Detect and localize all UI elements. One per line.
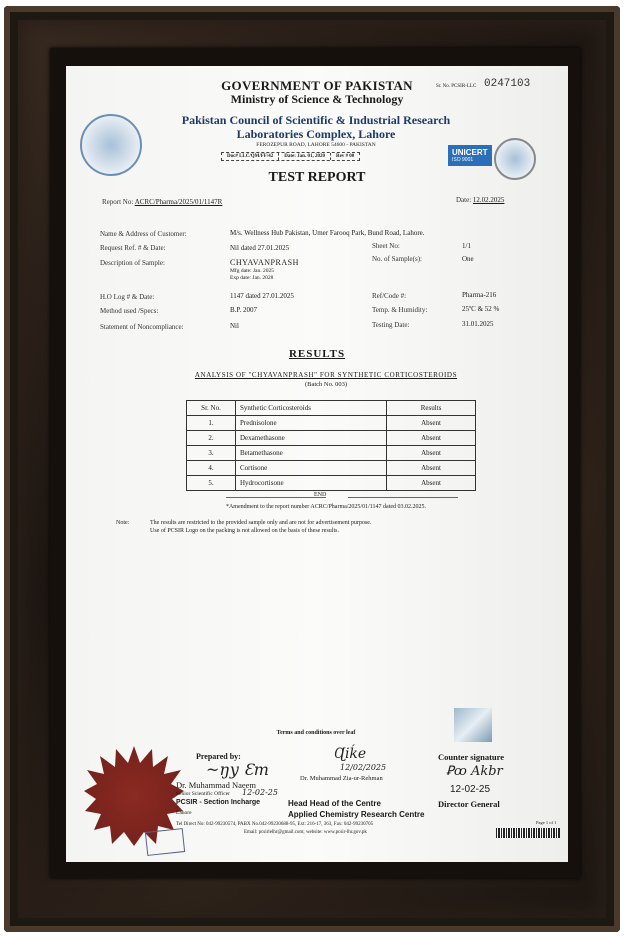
result: Absent xyxy=(387,416,476,431)
preparer-date: 12-02-25 xyxy=(242,788,278,797)
samples-label: No. of Sample(s): xyxy=(372,255,422,263)
unicert-badge xyxy=(448,145,492,166)
sr-no: 1. xyxy=(187,416,236,431)
table-row xyxy=(187,416,476,431)
counter-signature-label: Counter signature xyxy=(438,752,505,762)
method-value: B.P. 2007 xyxy=(230,306,258,314)
table-row xyxy=(187,461,476,476)
received-stamp-icon xyxy=(145,828,185,856)
iso-label: ISO 9001 xyxy=(452,157,474,163)
report-date xyxy=(456,196,504,204)
testing-date-label: Testing Date: xyxy=(372,321,410,329)
council-heading: Pakistan Council of Scientific & Industrial Research xyxy=(181,113,451,127)
note-label: Note: xyxy=(116,520,130,526)
head-signature: Ɋiḱe xyxy=(334,746,367,762)
preparer-name: Dr. Muhammad Naeem xyxy=(176,780,257,790)
gov-heading: GOVERNMENT OF PAKISTAN xyxy=(221,78,413,93)
end-line-right xyxy=(348,497,458,498)
head-title: Head Head of the Centre xyxy=(288,799,381,808)
table-row xyxy=(187,446,476,461)
exp-date: Exp date: Jan. 2028 xyxy=(230,275,274,281)
samples-value: One xyxy=(462,255,474,263)
sheet-label: Sheet No: xyxy=(372,242,400,250)
table-header-row xyxy=(187,401,476,416)
report-title: TEST REPORT xyxy=(268,170,366,185)
sr-no: 3. xyxy=(187,446,236,461)
end-marker: END xyxy=(314,492,327,498)
report-no-label: Report No: xyxy=(102,198,134,206)
ministry-heading: Ministry of Science & Technology xyxy=(230,92,404,106)
compound: Cortisone xyxy=(236,461,387,476)
director-general: Director General xyxy=(438,799,500,809)
doc-rev: Rev # 00 xyxy=(335,154,355,159)
preparer-section: PCSIR - Section Incharge xyxy=(176,799,261,806)
log-label: H.O Log # & Date: xyxy=(100,293,155,301)
mfg-date: Mfg date: Jan. 2025 xyxy=(230,268,274,274)
counter-signature: Ꝑꝏ Akbr xyxy=(446,764,503,779)
report-number xyxy=(102,198,222,206)
terms-note: Terms and conditions over leaf xyxy=(276,730,356,736)
email-line: Email: pcsirlelhr@gmail.com; website: www.pcsir-lhr.gov.pk xyxy=(244,830,367,835)
test-report-document xyxy=(66,66,568,862)
column-header: Sr. No. xyxy=(187,401,236,416)
sr-no: 4. xyxy=(187,461,236,476)
preparer-signature: ~ŋy Ɛm xyxy=(206,760,269,779)
barcode-icon xyxy=(496,828,560,838)
pcsir-logo xyxy=(80,114,142,176)
compound: Betamethasone xyxy=(236,446,387,461)
amendment-note: *Amendment to the report number ACRC/Pharma/2025/01/1147 dated 03.02.2025. xyxy=(225,504,427,510)
noncompliance-label: Statement of Noncompliance: xyxy=(100,323,184,331)
results-table xyxy=(186,400,476,491)
result: Absent xyxy=(387,461,476,476)
batch-number: (Batch No. 003) xyxy=(304,381,348,388)
column-header: Synthetic Corticosteroids xyxy=(236,401,387,416)
noncompliance-value: Nil xyxy=(230,322,239,330)
column-header: Results xyxy=(387,401,476,416)
sheet-value: 1/1 xyxy=(462,242,471,250)
doc-number: Doc# LLC/QM/FF/42 xyxy=(222,153,279,160)
table-row xyxy=(187,431,476,446)
report-no-value: ACRC/Pharma/2025/01/1147R xyxy=(134,198,223,206)
result: Absent xyxy=(387,431,476,446)
unicert-label: UNICERT xyxy=(452,148,488,157)
customer-value: M/s. Wellness Hub Pakistan, Umer Farooq Park, Bund Road, Lahore. xyxy=(230,229,425,237)
result: Absent xyxy=(387,446,476,461)
doc-control-box xyxy=(221,152,360,161)
desc-label: Description of Sample: xyxy=(100,259,165,267)
request-value: Nil dated 27.01.2025 xyxy=(230,244,290,252)
desc-value: CHYAVANPRASH xyxy=(230,258,299,267)
prepared-by-label: Prepared by: xyxy=(196,752,241,761)
method-label: Method used /Specs: xyxy=(100,307,159,315)
page-number: Page 1 of 1 xyxy=(536,820,557,825)
contact-line: Tel Direct No: 042-99230574, PABX No.042-99230688-95, Ext: 216-17, 363, Fax: 042-99230705 xyxy=(176,822,374,827)
lab-heading: Laboratories Complex, Lahore xyxy=(236,127,396,141)
compound: Dexamethasone xyxy=(236,431,387,446)
testing-date-value: 31.01.2025 xyxy=(462,320,494,328)
report-date-value: 12.02.2025 xyxy=(472,196,505,204)
hologram-sticker-icon xyxy=(454,708,492,742)
note-line-1: The results are restricted to the provided sample only and are not for advertisement purpose. xyxy=(150,520,372,526)
ref-label: Ref/Code #: xyxy=(372,292,407,300)
doc-date: Date: Jan. 01, 2020 xyxy=(279,153,331,160)
preparer-title: Senior Scientific Officer xyxy=(176,791,230,797)
log-value: 1147 dated 27.01.2025 xyxy=(230,292,294,300)
serial-label: Sr. No. PCSIR-LLC xyxy=(436,84,477,89)
note-line-2: Use of PCSIR Logo on the packing is not allowed on the basis of these results. xyxy=(150,528,339,534)
end-line-left xyxy=(226,497,326,498)
sr-no: 2. xyxy=(187,431,236,446)
preparer-city: Lahore xyxy=(176,810,192,816)
temp-value: 25ºC & 52 % xyxy=(462,305,500,313)
serial-number: 0247103 xyxy=(484,78,531,90)
counter-date: 12-02-25 xyxy=(450,784,491,795)
customer-label: Name & Address of Customer: xyxy=(100,230,187,238)
results-heading: RESULTS xyxy=(288,348,346,360)
report-date-label: Date: xyxy=(456,196,472,204)
request-label: Request Ref. # & Date: xyxy=(100,244,166,252)
head-name: Dr. Muhammad Zia-ur-Rehman xyxy=(300,775,383,782)
table-row xyxy=(187,476,476,491)
result: Absent xyxy=(387,476,476,491)
compound: Hydrocortisone xyxy=(236,476,387,491)
ref-value: Pharma-216 xyxy=(462,291,497,299)
address: FEROZEPUR ROAD, LAHORE 54600 - PAKISTAN xyxy=(256,142,376,148)
head-sign-date: 12/02/2025 xyxy=(340,763,387,772)
analysis-heading: ANALYSIS OF "CHYAVANPRASH" FOR SYNTHETIC CORTICOSTEROIDS xyxy=(194,371,458,379)
sr-no: 5. xyxy=(187,476,236,491)
temp-label: Temp. & Humidity: xyxy=(372,306,428,314)
compound: Prednisolone xyxy=(236,416,387,431)
head-centre: Applied Chemistry Research Centre xyxy=(288,810,425,819)
